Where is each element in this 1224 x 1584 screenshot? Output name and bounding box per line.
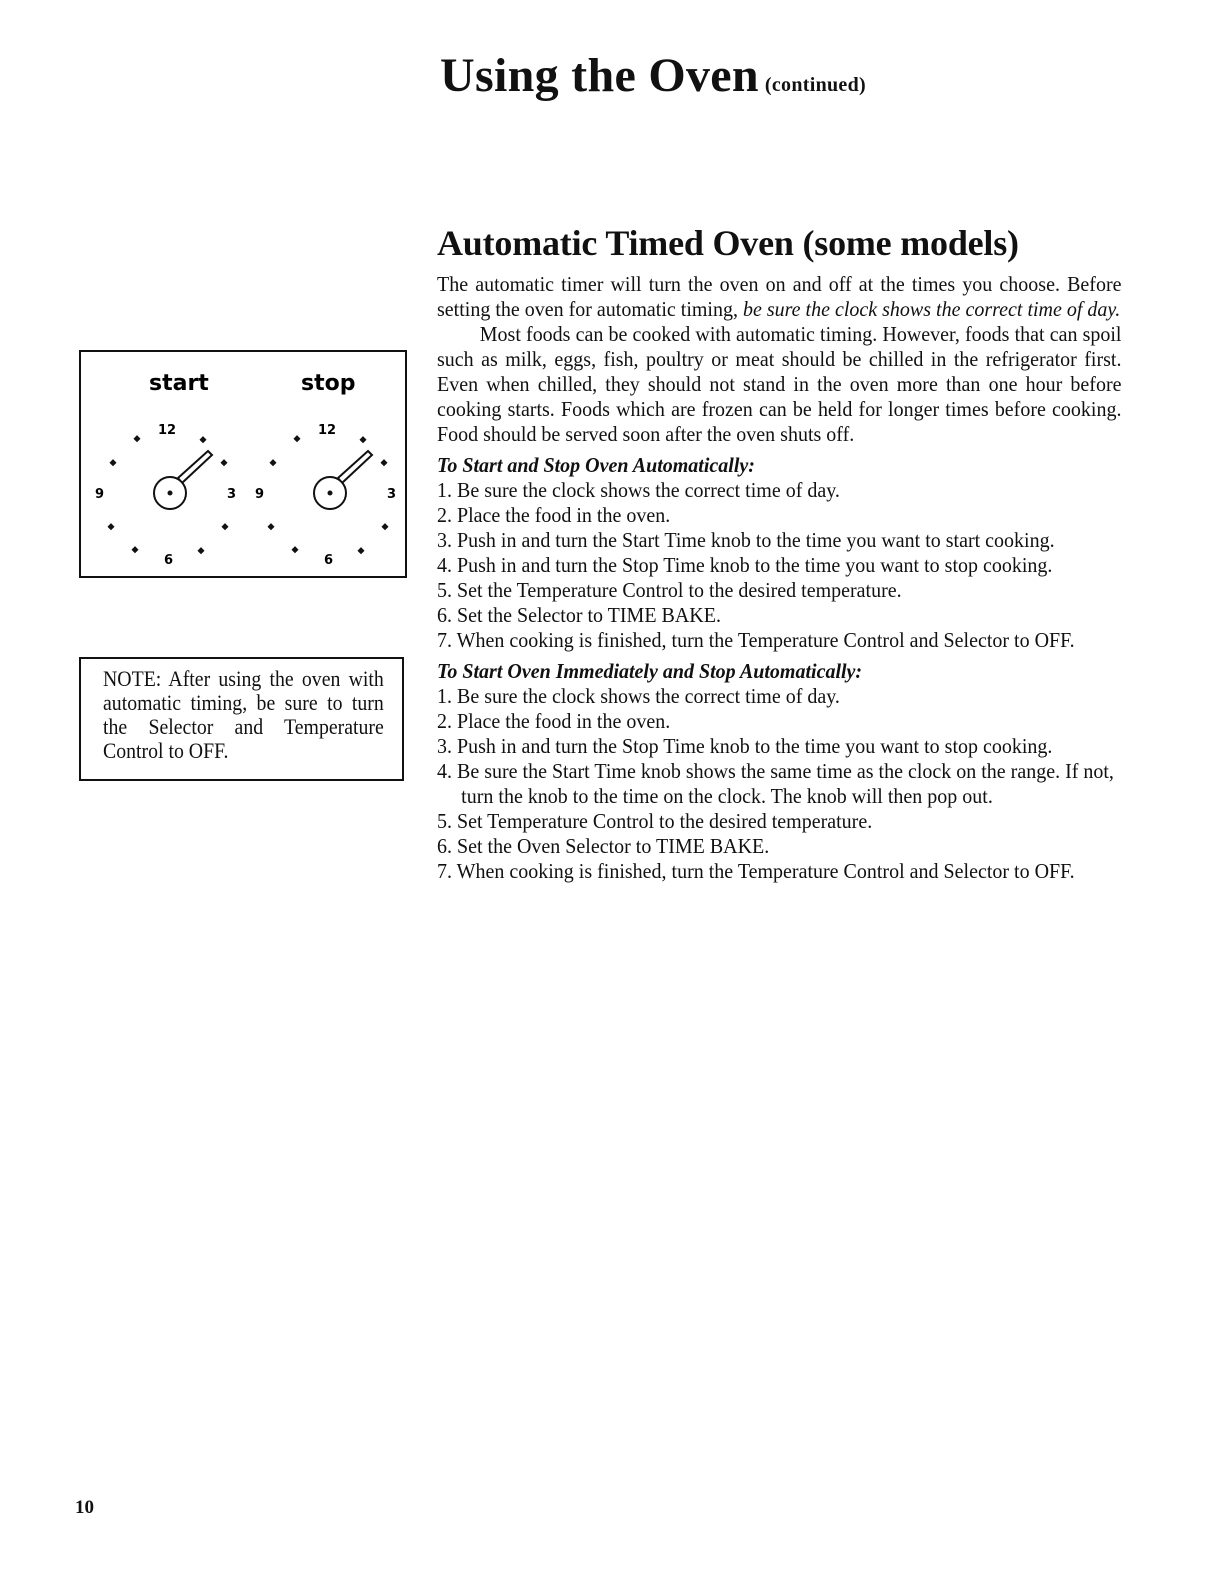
dial-number-9: 9 — [255, 487, 265, 502]
procedure-step: 5. Set Temperature Control to the desired temperature. — [437, 809, 873, 833]
dial-number-3: 3 — [387, 487, 397, 502]
page-number: 10 — [75, 1497, 94, 1518]
dial-number-12: 12 — [318, 423, 337, 438]
procedure-step: 1. Be sure the clock shows the correct time of day. — [437, 478, 840, 502]
procedure-step: 3. Push in and turn the Start Time knob to the time you want to start cooking. — [437, 528, 1055, 552]
intro-paragraph — [437, 272, 1121, 322]
procedure-step: 4. Be sure the Start Time knob shows the same time as the clock on the range. If not, turn the knob to the time on the clock. The knob will then pop out. — [437, 759, 1114, 808]
procedure-step: 6. Set the Selector to TIME BAKE. — [437, 603, 721, 627]
dial-number-9: 9 — [95, 487, 105, 502]
dial-number-6: 6 — [164, 553, 174, 568]
stop-clock — [255, 371, 396, 568]
timer-clocks-svg — [81, 352, 405, 576]
start-clock — [95, 371, 236, 568]
stop-knob-icon — [314, 451, 372, 509]
dial-number-3: 3 — [227, 487, 237, 502]
timer-clocks-illustration — [79, 350, 407, 578]
procedure-list — [437, 684, 1121, 884]
dial-number-6: 6 — [324, 553, 334, 568]
section-title: Automatic Timed Oven (some models) — [437, 223, 1019, 263]
note-text: NOTE: After using the oven with automatic timing, be sure to turn the Selector and Temperature Control to OFF. — [103, 666, 384, 763]
procedure-heading: To Start Oven Immediately and Stop Automatically: — [437, 659, 863, 683]
start-label: start — [149, 371, 209, 396]
procedure-step: 2. Place the food in the oven. — [437, 503, 671, 527]
continued-label: (continued) — [764, 74, 866, 96]
intro-text: The automatic timer will turn the oven on and off at the times you choose. Before setting the oven for automatic timing, — [437, 272, 1122, 321]
procedure-step: 4. Push in and turn the Stop Time knob to the time you want to stop cooking. — [437, 553, 1053, 577]
section-body — [437, 272, 1121, 884]
procedure-list — [437, 478, 1121, 653]
procedure-step: 2. Place the food in the oven. — [437, 709, 671, 733]
food-safety-paragraph: Most foods can be cooked with automatic timing. However, foods that can spoil such as milk, eggs, fish, poultry or meat should be chilled in the refrigerator first. Even when chilled, they should not stand in the oven more than one hour before cooking starts. Foods which are frozen can be held for longer times before cooking. Food should be served soon after the oven shuts off. — [437, 322, 1122, 446]
procedure-step: 7. When cooking is finished, turn the Temperature Control and Selector to OFF. — [437, 628, 1075, 652]
note-box — [79, 657, 404, 781]
page-title-text: Using the Oven — [440, 49, 759, 102]
intro-emphasis: be sure the clock shows the correct time of day. — [742, 297, 1121, 321]
dial-number-12: 12 — [158, 423, 177, 438]
stop-label: stop — [301, 371, 356, 396]
procedure-heading: To Start and Stop Oven Automatically: — [437, 453, 755, 477]
start-knob-icon — [154, 451, 212, 509]
procedure-step: 6. Set the Oven Selector to TIME BAKE. — [437, 834, 770, 858]
procedure-step: 1. Be sure the clock shows the correct time of day. — [437, 684, 840, 708]
procedure-step: 3. Push in and turn the Stop Time knob to the time you want to stop cooking. — [437, 734, 1053, 758]
page-title — [440, 48, 866, 103]
procedure-step: 7. When cooking is finished, turn the Temperature Control and Selector to OFF. — [437, 859, 1075, 883]
procedure-step: 5. Set the Temperature Control to the desired temperature. — [437, 578, 902, 602]
